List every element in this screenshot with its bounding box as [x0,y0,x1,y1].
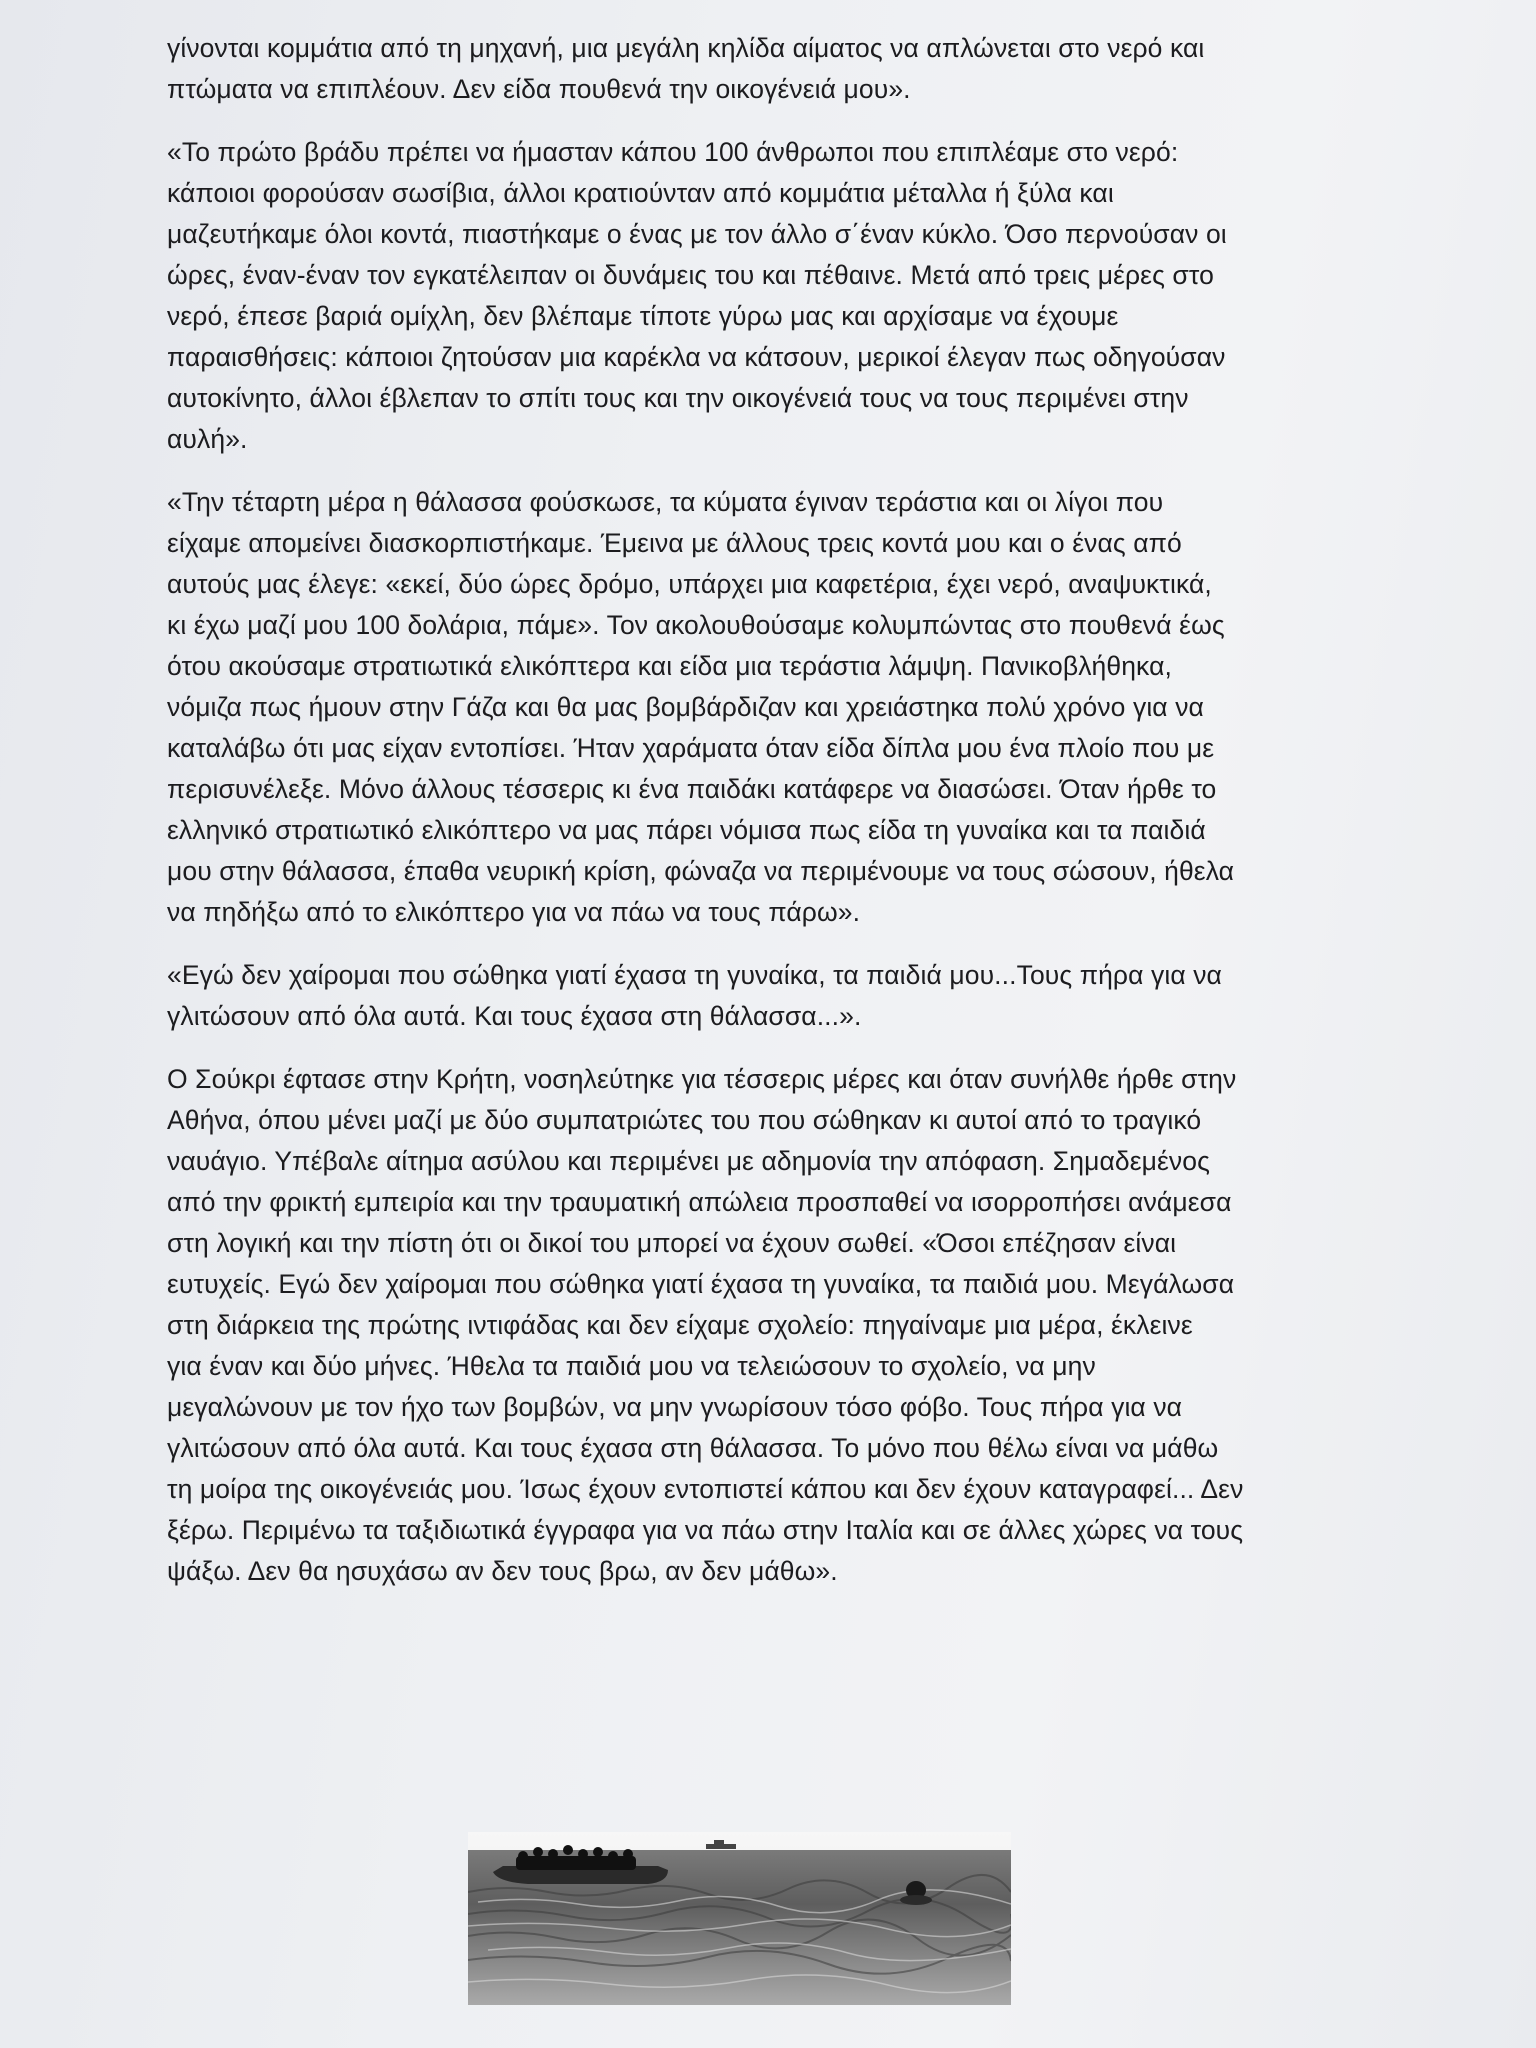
text-line: ευτυχείς. Εγώ δεν χαίρομαι που σώθηκα γιατί έχασα τη γυναίκα, τα παιδιά μου. Μεγάλωσα [167,1269,1235,1299]
text-line: στη διάρκεια της πρώτης ιντιφάδας και δεν είχαμε σχολείο: πηγαίναμε μια μέρα, έκλεινε [167,1310,1193,1340]
text-line: νόμιζα πως ήμουν στην Γάζα και θα μας βομβάρδιζαν και χρειάστηκα πολύ χρόνο για να [167,692,1204,722]
text-line: Αθήνα, όπου μένει μαζί με δύο συμπατριώτες του που σώθηκαν κι αυτοί από το τραγικό [167,1105,1202,1135]
text-line: μου στην θάλασσα, έπαθα νευρική κρίση, φώναζα να περιμένουμε να τους σώσουν, ήθελα [167,856,1235,886]
text-line: αυτούς μας έλεγε: «εκεί, δύο ώρες δρόμο, υπάρχει μια καφετέρια, έχει νερό, αναψυκτικά, [167,569,1212,599]
text-line: ελληνικό στρατιωτικό ελικόπτερο να μας πάρει νόμισα πως είδα τη γυναίκα και τα παιδιά [167,815,1206,845]
text-line: «Την τέταρτη μέρα η θάλασσα φούσκωσε, τα κύματα έγιναν τεράστια και οι λίγοι που [167,487,1164,517]
text-line: κι έχω μαζί μου 100 δολάρια, πάμε». Τον ακολουθούσαμε κολυμπώντας στο πουθενά έως [167,610,1225,640]
paragraph [167,482,1352,933]
sea-photo [468,1832,1011,2005]
text-line: από την φρικτή εμπειρία και την τραυματική απώλεια προσπαθεί να ισορροπήσει ανάμεσα [167,1187,1232,1217]
text-line: κάποιοι φορούσαν σωσίβια, άλλοι κρατιούνταν από κομμάτια μέταλλα ή ξύλα και [167,178,1114,208]
text-line: νερό, έπεσε βαριά ομίχλη, δεν βλέπαμε τίποτε γύρω μας και αρχίσαμε να έχουμε [167,301,1119,331]
text-line: ότου ακούσαμε στρατιωτικά ελικόπτερα και είδα μια τεράστια λάμψη. Πανικοβλήθηκα, [167,651,1172,681]
text-line: «Το πρώτο βράδυ πρέπει να ήμασταν κάπου 100 άνθρωποι που επιπλέαμε στο νερό: [167,137,1179,167]
text-line: Ο Σούκρι έφτασε στην Κρήτη, νοσηλεύτηκε για τέσσερις μέρες και όταν συνήλθε ήρθε στην [167,1064,1237,1094]
text-line: να πηδήξω από το ελικόπτερο για να πάω να τους πάρω». [167,897,861,927]
text-line: ναυάγιο. Υπέβαλε αίτημα ασύλου και περιμένει με αδημονία την απόφαση. Σημαδεμένος [167,1146,1210,1176]
text-line: για έναν και δύο μήνες. Ήθελα τα παιδιά μου να τελειώσουν το σχολείο, να μην [167,1351,1096,1381]
text-line: τη μοίρα της οικογένειάς μου. Ίσως έχουν εντοπιστεί κάπου και δεν έχουν καταγραφεί... Δεν [167,1474,1244,1504]
text-line: ώρες, έναν-έναν τον εγκατέλειπαν οι δυνάμεις του και πέθαινε. Μετά από τρεις μέρες στο [167,260,1214,290]
text-line: είχαμε απομείνει διασκορπιστήκαμε. Έμεινα με άλλους τρεις κοντά μου και ο ένας από [167,528,1182,558]
paragraph [167,1059,1352,1592]
paragraph [167,28,1352,110]
paragraph [167,955,1352,1037]
paragraph [167,132,1352,460]
text-line: καταλάβω ότι μας είχαν εντοπίσει. Ήταν χαράματα όταν είδα δίπλα μου ένα πλοίο που με [167,733,1215,763]
text-line: στη λογική και την πίστη ότι οι δικοί του μπορεί να έχουν σωθεί. «Όσοι επέζησαν είναι [167,1228,1177,1258]
text-line: παραισθήσεις: κάποιοι ζητούσαν μια καρέκλα να κάτσουν, μερικοί έλεγαν πως οδηγούσαν [167,342,1226,372]
text-line: μαζευτήκαμε όλοι κοντά, πιαστήκαμε ο ένας με τον άλλο σ΄έναν κύκλο. Όσο περνούσαν οι [167,219,1227,249]
text-line: μεγαλώνουν με τον ήχο των βομβών, να μην γνωρίσουν τόσο φόβο. Τους πήρα για να [167,1392,1183,1422]
text-line: γλιτώσουν από όλα αυτά. Και τους έχασα στη θάλασσα...». [167,1001,862,1031]
text-line: ξέρω. Περιμένω τα ταξιδιωτικά έγγραφα για να πάω στην Ιταλία και σε άλλες χώρες να τους [167,1515,1244,1545]
text-line: «Εγώ δεν χαίρομαι που σώθηκα γιατί έχασα τη γυναίκα, τα παιδιά μου...Τους πήρα για να [167,960,1222,990]
text-line: αυτοκίνητο, άλλοι έβλεπαν το σπίτι τους και την οικογένειά τους να τους περιμένει στην [167,383,1189,413]
text-line: γλιτώσουν από όλα αυτά. Και τους έχασα στη θάλασσα. Το μόνο που θέλω είναι να μάθω [167,1433,1219,1463]
text-line: αυλή». [167,424,248,454]
text-line: ψάξω. Δεν θα ησυχάσω αν δεν τους βρω, αν δεν μάθω». [167,1556,838,1586]
text-line: περισυνέλεξε. Μόνο άλλους τέσσερις κι ένα παιδάκι κατάφερε να διασώσει. Όταν ήρθε το [167,774,1217,804]
article-body [167,28,1352,1614]
text-line: πτώματα να επιπλέουν. Δεν είδα πουθενά την οικογένειά μου». [167,74,911,104]
text-line: γίνονται κομμάτια από τη μηχανή, μια μεγάλη κηλίδα αίματος να απλώνεται στο νερό και [167,33,1205,63]
